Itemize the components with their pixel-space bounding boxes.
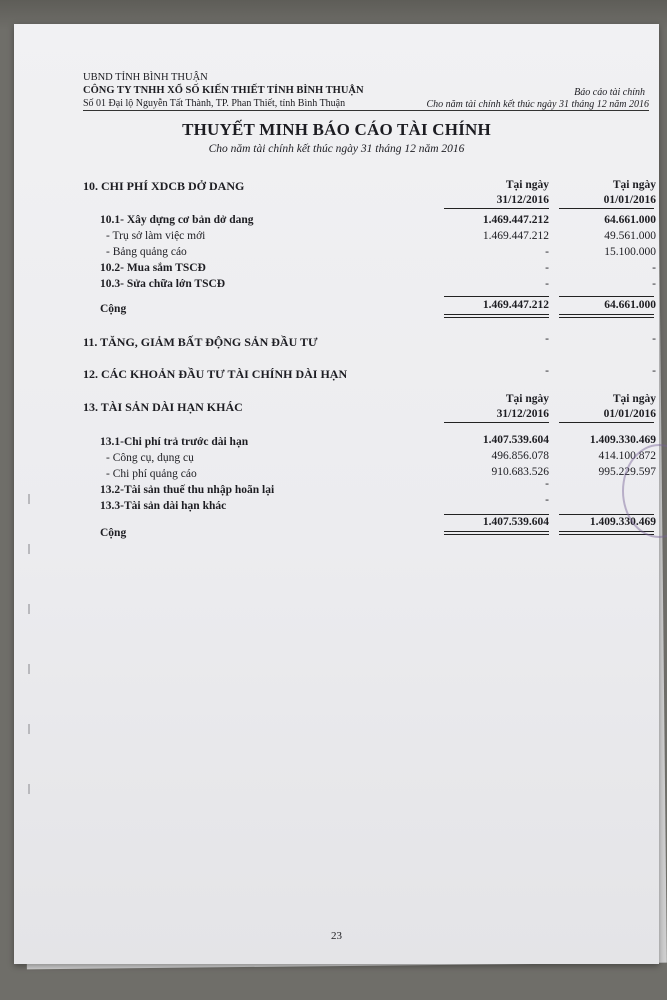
table-cell: 1.469.447.212	[482, 214, 549, 226]
section-12-title: 12. CÁC KHOẢN ĐẦU TƯ TÀI CHÍNH DÀI HẠN	[83, 367, 348, 381]
table-cell: -	[652, 278, 656, 290]
org-name-1: UBND TỈNH BÌNH THUẬN	[83, 72, 208, 83]
document-page	[14, 24, 659, 964]
table-cell: -	[545, 278, 549, 290]
col-rule	[444, 208, 549, 209]
org-name-2: CÔNG TY TNHH XỔ SỐ KIẾN THIẾT TỈNH BÌNH THUẬN	[83, 85, 364, 96]
table-cell: 15.100.000	[604, 246, 656, 258]
table-cell: 1.407.539.604	[482, 434, 549, 446]
total-double-rule	[444, 531, 549, 535]
col-header-label: Tại ngày	[505, 179, 549, 191]
col-rule	[559, 422, 654, 423]
table-row-label: 10.2- Mua sắm TSCĐ	[100, 262, 206, 274]
table-cell: -	[545, 494, 549, 506]
table-row-label: - Công cụ, dụng cụ	[106, 452, 194, 464]
total-cell: 1.409.330.469	[589, 516, 656, 528]
col-header-date: 31/12/2016	[496, 194, 549, 206]
section-13-title: 13. TÀI SẢN DÀI HẠN KHÁC	[83, 400, 243, 414]
table-cell: -	[652, 262, 656, 274]
table-row-label: 10.3- Sửa chữa lớn TSCĐ	[100, 278, 226, 290]
header-rule	[83, 110, 649, 111]
table-cell: -	[545, 246, 549, 258]
table-cell: 496.856.078	[491, 450, 549, 462]
page-number: 23	[331, 930, 342, 942]
total-label: Cộng	[100, 527, 127, 539]
org-address: Số 01 Đại lộ Nguyễn Tất Thành, TP. Phan Thiết, tỉnh Bình Thuận	[83, 98, 346, 109]
col-header-date: 01/01/2016	[603, 194, 656, 206]
total-cell: 1.469.447.212	[482, 299, 549, 311]
punch-mark	[28, 494, 30, 504]
punch-mark	[28, 784, 30, 794]
col-header-date: 31/12/2016	[496, 408, 549, 420]
table-cell: 995.229.597	[598, 466, 656, 478]
subtotal-rule	[444, 514, 549, 515]
table-cell: 414.100.872	[598, 450, 656, 462]
page-title: THUYẾT MINH BÁO CÁO TÀI CHÍNH	[182, 120, 491, 139]
col-header-label: Tại ngày	[505, 393, 549, 405]
col-rule	[559, 208, 654, 209]
total-cell: 1.407.539.604	[482, 516, 549, 528]
table-cell: 1.409.330.469	[589, 434, 656, 446]
table-row-label: 10.1- Xây dựng cơ bản dở dang	[100, 214, 254, 226]
table-cell: 49.561.000	[604, 230, 656, 242]
table-row-label: 13.1-Chi phí trả trước dài hạn	[100, 436, 249, 448]
subtotal-rule	[444, 296, 549, 297]
table-cell: 910.683.526	[491, 466, 549, 478]
table-cell: -	[545, 478, 549, 490]
total-double-rule	[559, 314, 654, 318]
section-11-title: 11. TĂNG, GIẢM BẤT ĐỘNG SẢN ĐẦU TƯ	[83, 335, 318, 349]
section-10-title: 10. CHI PHÍ XDCB DỞ DANG	[83, 179, 245, 193]
table-row-label: - Chi phí quảng cáo	[106, 468, 197, 480]
total-cell: 64.661.000	[604, 299, 656, 311]
table-cell: -	[652, 365, 656, 377]
table-row-label: - Bảng quảng cáo	[106, 246, 187, 258]
table-cell: 1.469.447.212	[482, 230, 549, 242]
punch-mark	[28, 664, 30, 674]
total-double-rule	[444, 314, 549, 318]
subtotal-rule	[559, 296, 654, 297]
col-rule	[444, 422, 549, 423]
table-cell: -	[545, 262, 549, 274]
table-row-label: 13.3-Tài sản dài hạn khác	[100, 500, 227, 512]
col-header-date: 01/01/2016	[603, 408, 656, 420]
table-cell: -	[545, 333, 549, 345]
table-cell: 64.661.000	[604, 214, 656, 226]
punch-mark	[28, 544, 30, 554]
table-row-label: 13.2-Tài sản thuế thu nhập hoãn lại	[100, 484, 275, 496]
table-cell: -	[545, 365, 549, 377]
table-cell: -	[652, 333, 656, 345]
punch-mark	[28, 724, 30, 734]
col-header-2	[516, 178, 656, 208]
col-header-2	[516, 392, 656, 422]
total-label: Cộng	[100, 303, 127, 315]
col-header-label: Tại ngày	[612, 179, 656, 191]
col-header-label: Tại ngày	[612, 393, 656, 405]
doc-type: Báo cáo tài chính	[574, 87, 645, 98]
table-row-label: - Trụ sở làm việc mới	[106, 230, 206, 242]
doc-period: Cho năm tài chính kết thúc ngày 31 tháng 12 năm 2016	[426, 99, 649, 110]
page-subtitle: Cho năm tài chính kết thúc ngày 31 tháng 12 năm 2016	[208, 143, 465, 155]
punch-mark	[28, 604, 30, 614]
